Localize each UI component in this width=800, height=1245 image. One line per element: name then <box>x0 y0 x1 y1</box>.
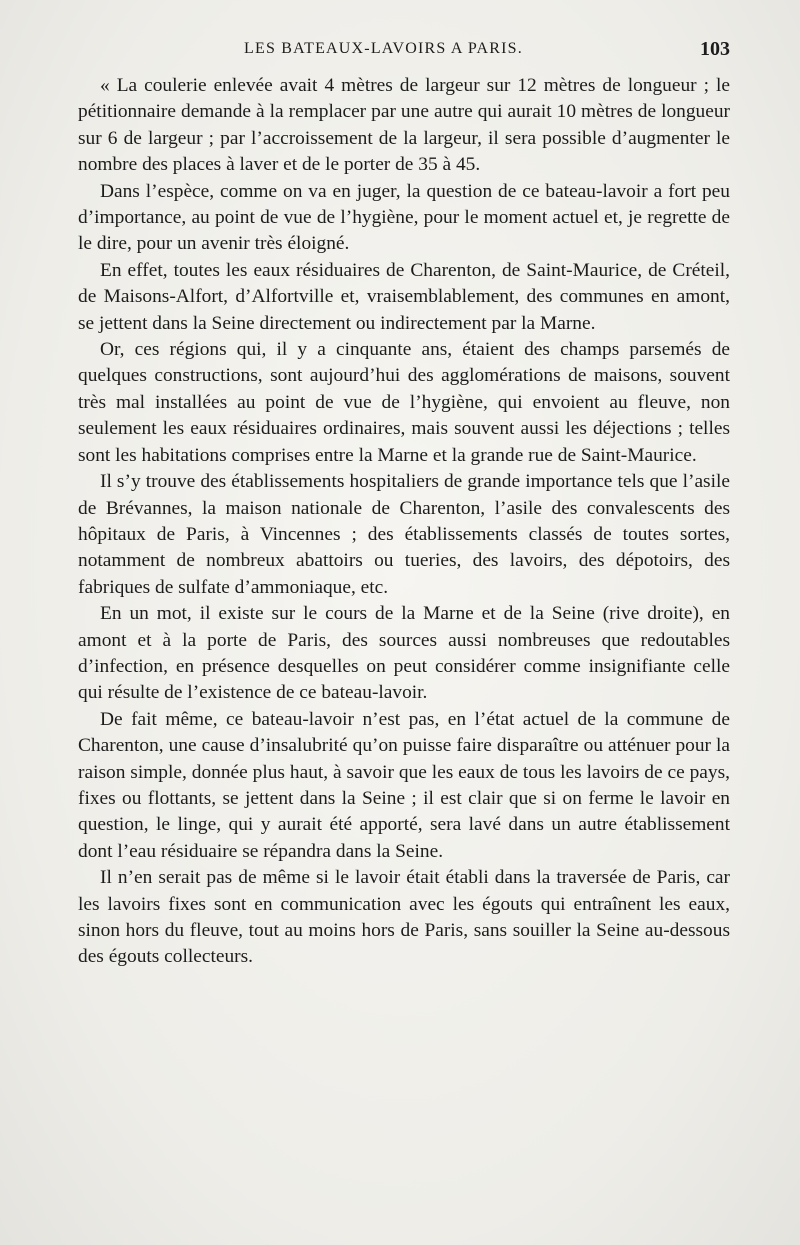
paragraph: En effet, toutes les eaux résiduaires de Charenton, de Saint-Maurice, de Créteil, de Maisons-Alfort, d’Alfortville et, vraisemblablement, des communes en amont, se jettent dans la Seine directement ou indirectement par la Marne. <box>78 259 730 334</box>
paragraph: Il n’en serait pas de même si le lavoir était établi dans la traversée de Paris, car les lavoirs fixes sont en communication avec les égouts qui entraînent les eaux, sinon hors du fleuve, tout au moins hors de Paris, sans souiller la Seine au-dessous des égouts collecteurs. <box>78 867 730 968</box>
page-number: 103 <box>700 38 730 60</box>
body-text <box>78 73 730 971</box>
page-header <box>78 38 730 68</box>
paragraph: « La coulerie enlevée avait 4 mètres de largeur sur 12 mètres de longueur ; le pétitionnaire demande à la remplacer par une autre qui aurait 10 mètres de longueur sur 6 de largeur ; par l’accroissement de la largeur, il sera possible d’augmenter le nombre des places à laver et de le porter de 35 à 45. <box>78 75 730 176</box>
paragraph: En un mot, il existe sur le cours de la Marne et de la Seine (rive droite), en amont et à la porte de Paris, des sources aussi nombreuses que redoutables d’infection, en présence desquelles on peut considérer comme insignifiante celle qui résulte de l’existence de ce bateau-lavoir. <box>78 603 730 704</box>
paragraph: Or, ces régions qui, il y a cinquante ans, étaient des champs parsemés de quelques constructions, sont aujourd’hui des agglomérations de maisons, souvent très mal installées au point de vue de l’hygiène, qui envoient au fleuve, non seulement les eaux résiduaires ordinaires, mais souvent aussi les déjections ; telles sont les habitations comprises entre la Marne et la grande rue de Saint-Maurice. <box>78 339 730 466</box>
running-title: LES BATEAUX-LAVOIRS A PARIS. <box>244 40 523 57</box>
paragraph: De fait même, ce bateau-lavoir n’est pas, en l’état actuel de la commune de Charenton, une cause d’insalubrité qu’on puisse faire disparaître ou atténuer pour la raison simple, donnée plus haut, à savoir que les eaux de tous les lavoirs de ce pays, fixes ou flottants, se jettent dans la Seine ; il est clair que si on ferme le lavoir en question, le linge, qui y aurait été apporté, sera lavé dans un autre établissement dont l’eau résiduaire se répandra dans la Seine. <box>78 708 730 862</box>
paragraph: Il s’y trouve des établissements hospitaliers de grande importance tels que l’asile de Brévannes, la maison nationale de Charenton, l’asile des convalescents des hôpitaux de Paris, à Vincennes ; des établissements classés de toutes sortes, notamment de nombreux abattoirs ou tueries, des lavoirs, des dépotoirs, des fabriques de sulfate d’ammoniaque, etc. <box>78 471 730 598</box>
paragraph: Dans l’espèce, comme on va en juger, la question de ce bateau-lavoir a fort peu d’importance, au point de vue de l’hygiène, pour le moment actuel et, je regrette de le dire, pour un avenir très éloigné. <box>78 180 730 255</box>
